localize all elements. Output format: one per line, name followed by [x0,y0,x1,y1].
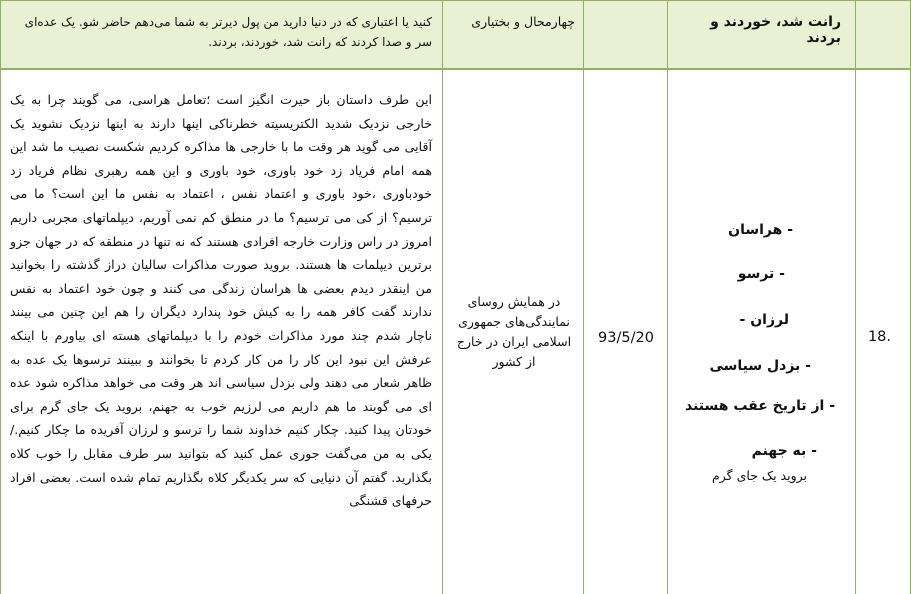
keyword-item: لرزان - [739,312,789,328]
number-cell [857,70,911,594]
event-text: در همایش روسای نمایندگی‌های جمهوری اسلامی ایران در خارج از کشور [456,294,572,369]
column-divider [0,0,1,594]
keyword-item: - بزدل سیاسی [709,358,811,374]
column-divider [583,0,584,594]
speech-text: این طرف داستان باز حیرت انگیز است ؛تعامل هراسی، می گویند چرا به یک خارجی نزدیک شدید الکتریسیته خطرناکی اینها دارند به اینها نزدیک نشوید یک آقایی می گوید هر وقت ما با خارجی ها مذاکره کردیم شکست نصیب ما شد این همه امام فریاد زد خود باوری، خود باوری و این همه رهبری نظام فریاد زد خودباوری ،خود باوری و اعتماد نفس ، اعتماد به نفس ما این است؟ ما می ترسیم؟ از کی می ترسیم؟ ما در منطق کم نمی آوریم، دیپلماتهای مجربی داریم امروز در راس وزارت خارجه افرادی هستند که نه تنها در منطقه که در جهان جزو برترین دیپلمات ها هستند. بروید صورت مذاکرات سالیان دراز گذشته را بخوانید من اینقدر دیدم بعضی ها هراسان زندگی می کنند و چون خود اعتماد به نفس ندارند گفت کافر همه را به کیش خود پندارد دیگران را هم این چنین می بینند ناچار شدم چند مورد مذاکرات خودم را با دیپلماتهای هسته ای بیاورم با اینکه عرفش این نبود این کار را من کار کردم تا بخوانند و ببینند ترسوها یک عده به ظاهر شعار می دهند ولی بزدل سیاسی اند هر وقت می خواهد مذاکره شود عده ای می گویند ما هم داریم می لرزیم خوب به جهنم، بروید یک جای گرم برای خودتان پیدا کنید. چکار کنیم خداوند شما را ترسو و لرزان آفریده ما چکار کنیم./ یکی به من می‌گفت جوری عمل کنید که بتوانید سر طرف مقابل را خوب کلاه بگذارید. گفتم آن دنیایی که سر یکدیگر کلاه بگذاریم تمام شده است. بعضی افراد حرفهای قشنگی [10,92,432,509]
keyword-item: - از تاریخ عقب هستند [684,398,835,414]
keywords-cell [669,70,855,594]
header-event-text: چهارمحال و بختیاری [471,14,575,29]
header-title: رانت شد، خوردند و بردند [710,14,841,46]
header-date-cell [585,0,667,68]
table-border-top [0,0,911,1]
column-divider [667,0,668,594]
keyword-note: بروید یک جای گرم [712,468,807,483]
table-border-header-double [0,69,911,70]
header-quote-text: کنید یا اعتباری که در دنیا دارید من پول دیرتر به شما می‌دهم حاضر شو. یک عده‌ای سر و صدا کردند که رانت شد، خوردند، بردند. [24,15,432,49]
event-cell [445,70,583,594]
date-cell [585,70,667,594]
header-row [0,0,911,68]
row-number: 18. [867,329,891,345]
header-number-cell [857,0,911,68]
speech-text-cell [8,70,438,594]
keyword-item: - به جهنم [751,443,817,459]
column-divider [855,0,856,594]
date-text: 93/5/20 [598,330,654,346]
keyword-item: - هراسان [728,222,793,238]
table-row [0,70,911,594]
keyword-item: - ترسو [737,266,785,282]
column-divider [442,0,443,594]
